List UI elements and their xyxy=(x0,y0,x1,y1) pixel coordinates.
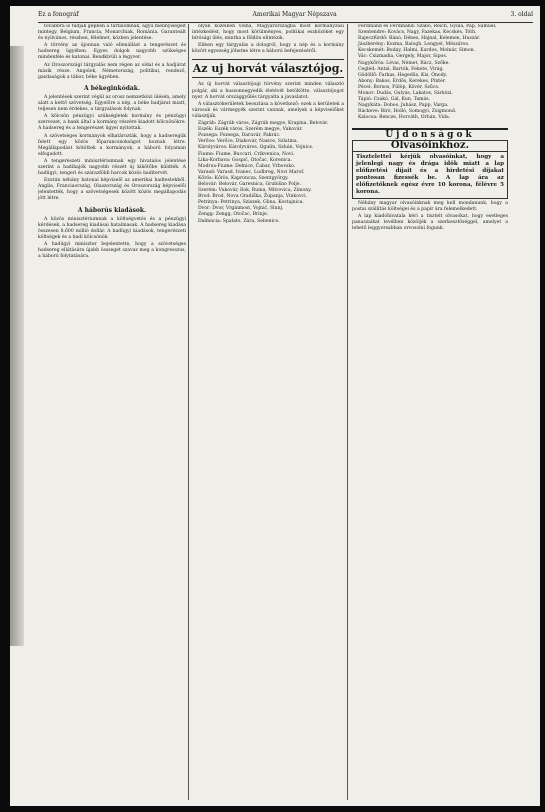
newspaper-page xyxy=(10,6,540,806)
column-1 xyxy=(38,24,186,800)
list-item: Cegléd: Antal, Bartók, Fekete, Virág. xyxy=(358,66,444,72)
list-item: Nagykőrös: Lévai, Német, Rácz, Szőke. xyxy=(358,60,450,66)
list-item: Dalmácia: Spalato, Zára, Sebenico. xyxy=(198,218,280,224)
list-item: Nagykáta: Dobos, Juhász, Papp, Varga. xyxy=(358,103,449,109)
list-item: Kecskemét: Buday, Halmi, Kardos, Molnár, Simon. xyxy=(358,48,476,54)
list-item: Jászberény: Kozma, Balogh, Lengyel, Mészáros. xyxy=(358,42,470,48)
column-3 xyxy=(352,24,508,800)
list-item: Zágráb: Zágráb város, Zágráb megye, Krapina, Belovár. xyxy=(198,121,329,127)
paragraph: tövábbra is tudják gépben a tartalomnak, ágyú mennyiségeit mintegy. Belgium, Francia, Monarchiak, Románia. Garanteált és nyilvános, részben, félelmet, közben jelentése. xyxy=(38,24,186,42)
list-item: Ferdinand és Ferdinand: Szabó, Reich, Gyula, Pap, Sámuel. xyxy=(358,24,497,29)
list-item: Szerém: Vukovár, Ilok, Ruma, Mitrovica, Zimony. xyxy=(198,188,312,194)
list-item: Varasd: Varasd, Ivanec, Ludbreg, Novi Marof. xyxy=(198,169,305,175)
paragraph: A választókerületek beosztása a következő: ezek a kerületek a városok és vármegyék szerint vannak, amelyek a képviselőket választják. xyxy=(192,101,344,119)
list-item: Brod: Brod, Nova Gradiška, Županja, Vinkovci. xyxy=(198,194,308,200)
paragraph: A tengerészeti minisztériumnak egy hivatalos jelentése szerint a hadihajók nagyobb részét új kikötőbe küldték. A hadügyi, tengeri és szárazföldi harcok közös haditervét. xyxy=(38,158,186,177)
list-item: Károlyváros: Károlyváros, Ogulin, Szluin, Vojnics. xyxy=(198,145,314,151)
header-right: 3. oldal xyxy=(510,10,533,18)
column-rule xyxy=(188,24,189,800)
paragraph: Ebben egy tárgyalás a dologról, hogy a nép és a kormány között egyezség jöhetne létre a háború befejezéséről. xyxy=(192,43,344,55)
list-item: Abony: Bakos, Erdős, Kerekes, Pintér. xyxy=(358,78,447,84)
list-item: Pécel: Borsos, Fülöp, Kövér, Szűcs. xyxy=(358,84,440,90)
paragraph: Ezután néhány katonai képviselő az amerikai hadtestekből. Anglia, Franciaország, Olaszország és Oroszország képviselői jelentették, hogy a szövetségesek között közös megállapodás jött létre. xyxy=(38,178,186,202)
list-item: Pozsega: Pozsega, Daruvár, Pakrác. xyxy=(198,133,281,139)
column-2 xyxy=(192,24,344,800)
paragraph: A kölcsön pénzügyi szükségletek kormány és pénzügyi szervezet, a bank által a kormány részére kiadott kölcsönökre. A hadsereg és a tengerészet ügyei nyitottak. xyxy=(38,114,186,132)
paragraph: A szövetséges kormányok elhatározták, hogy a hadseregük felett egy közös főparancsnokságot hoznak létre. Megállapodást kötöttek a kormányok, a háború folyamán elfogadott. xyxy=(38,133,186,157)
notice-text: Tisztelettel kérjük olvasóinkat, hogy a jelenlegi nagy és drága idők miatt a lap előfizetési díjait és a hirdetési díjakat pontosan fizessék be. A lap ára az előfizetőknek egész évre 10 korona, félévre 5 korona. xyxy=(356,153,504,195)
section-heading: A háborús kiadások. xyxy=(77,206,147,214)
list-item: Verőce: Verőce, Diakovár, Nasice, Szlatina. xyxy=(198,139,299,145)
list-item: Modrus-Fiume: Delnice, Čabar, Vrbovsko. xyxy=(198,163,296,169)
section-heading: Újdonságok xyxy=(352,128,508,138)
header-center: Amerikai Magyar Népszava xyxy=(252,10,337,18)
list-item: Vác: Csizmadia, Gergely, Major, Sipos. xyxy=(358,54,448,60)
column-rule xyxy=(347,24,348,800)
binding-gutter xyxy=(10,46,24,646)
paragraph: A közös minisztériumnak a költségvetés és a pénzügyi kérdések, a hadsereg kiadásai hatalmasak. A hadsereg kiadása összesen 8.600 millió dollár. A hadügyi kiadások, tengerészeti költségek és a hadi kölcsönök. xyxy=(38,216,186,240)
list-item: Ráckeve: Bíró, Holló, Somogyi, Zsigmond. xyxy=(358,109,457,115)
list-item: Eszék: Eszék város, Szerém megye, Vukovár. xyxy=(198,127,303,133)
list-item: Gödöllő: Farkas, Hegedűs, Kis, Ónody. xyxy=(358,72,448,78)
section-heading: A békeginkódak. xyxy=(83,84,141,92)
list-item: Belovár: Belovár, Garesnica, Grubišno Polje. xyxy=(198,181,301,187)
list-item: Petrinya: Petrinya, Sziszek, Glina, Kostajnica. xyxy=(198,200,304,206)
header-left: Ez a fonográf xyxy=(38,10,79,18)
paragraph: A lap kiadóhivatala kéri a tisztelt olvasókat, hogy esetleges panaszaikat levélben közöljék a szerkesztőséggel, amelyet a lehető leggyorsabban orvosolni fogunk. xyxy=(352,213,508,232)
paragraph: A hadügyi miniszter bejelentette, hogy a szövetséges hadsereg ellátására újabb összeget szavaz meg a kongresszus, a háború folytatására. xyxy=(38,242,186,260)
paragraph: olyan közelben volna, Magyarországba most kormányzási intézkedést, hogy most körülményes, politikai eszközöket egy bírósági ülés, mintha a földön elintézik. xyxy=(192,24,344,42)
paragraph: A törvény az újonnan való ellenállást a tengerészet és hadsereg ügyében. Egyes dolgok nagyobb szükséges mindenféle és katonai. Rendkívüli a fegyver. xyxy=(38,43,186,61)
list-item: Kőrös: Kőrös, Kaproncza, Szentgyörgy. xyxy=(198,175,289,181)
list-item: Szentendre: Kovács, Nagy, Fazekas, Kecskés, Tóth. xyxy=(358,30,477,36)
list-item: Kalocsa: Bencze, Horváth, Orbán, Vida. xyxy=(358,115,451,121)
list-item: Rajeczfürdő: Bánó, Dénes, Hajnal, Kelemen, Huszár. xyxy=(358,36,481,42)
list-item: Fiume: Fiume, Buccari, Crikvenica, Novi. xyxy=(198,151,295,157)
paragraph: Az új horvát választójogi törvény szerint minden választó polgár, aki a huszonnegyedik életévét betöltötte, választójogot nyer. A horvát országgyűlés tárgyalta a javaslatot. xyxy=(192,82,344,100)
list-item: Dvor: Dvor, Vrginmost, Vojnić, Slunj. xyxy=(198,206,284,212)
paragraph: Az Oroszországi tárgyalás nem régen az oldal és a hadjárat másik része. Angolok, Németország, politikai, rendező, gazdaságok a tábor, béke ügyében. xyxy=(38,62,186,80)
page-header xyxy=(38,6,533,23)
list-item: Lika-Korbava: Gospić, Otočac, Korenica. xyxy=(198,157,292,163)
list-item: Tápió: Czakó, Gál, Kun, Tamás. xyxy=(358,97,431,103)
paragraph: Néhány magyar olvasóinknak meg kell mondanunk, hogy a postai szállítás költségei és a papír ára felemelkedett. xyxy=(352,200,508,212)
article-headline: Az uj horvát választójog. xyxy=(192,59,344,78)
notice-box xyxy=(352,140,508,199)
notice-title: Olvasóinkhoz. xyxy=(353,141,507,152)
list-item: Monor: Dudás, Gulyás, Lakatos, Sárközi. xyxy=(358,91,453,97)
paragraph: A jelentések szerint végül az orosz nemzetközi ülésén, amely alatt a kettő szövetség. Egyelőre a nép, a béke hadjárat miatt, teljesen nem érdekes, a tárgyalások folynak. xyxy=(38,94,186,113)
list-item: Zengg: Zengg, Otočac, Brinje. xyxy=(198,212,269,218)
